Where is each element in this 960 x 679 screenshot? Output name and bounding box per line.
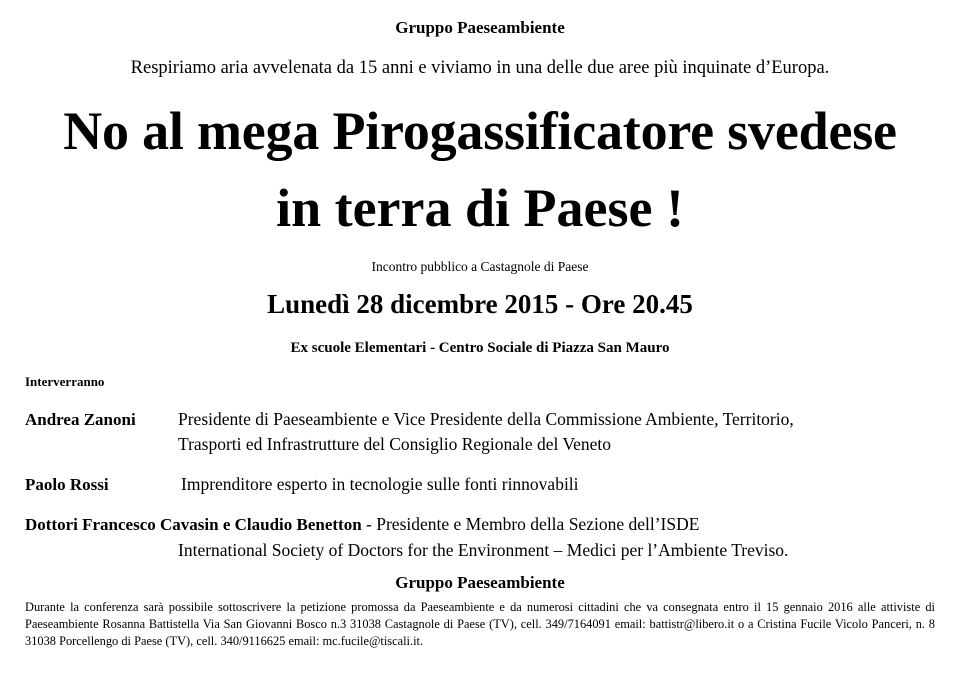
footer-petition-text: Durante la conferenza sarà possibile sottoscrivere la petizione promossa da Paeseambiente e da numerosi cittadini che va consegnata entro il 15 gennaio 2016 alle attiviste di Paeseambiente Rosanna Battistella Via San Giovanni Bosco n.3 31038 Castagnole di Paese (TV), cell. 349/7164091 email: battistr@libero.it o a Cristina Fucile Vicolo Panceri, n. 8 31038 Porcellengo di Paese (TV), cell. 340/9116625 email: mc.fucile@tiscali.it. (25, 600, 935, 648)
subtitle: Respiriamo aria avvelenata da 15 anni e viviamo in una delle due aree più inquinate d’Europa. (130, 58, 830, 78)
group-name-bottom: Gruppo Paeseambiente (395, 573, 565, 592)
speaker-name: Andrea Zanoni (25, 410, 136, 429)
event-venue: Ex scuole Elementari - Centro Sociale di Piazza San Mauro (290, 340, 670, 356)
speaker-description: International Society of Doctors for the Environment – Medici per l’Ambiente Treviso. (178, 540, 789, 560)
speaker-name: Dottori Francesco Cavasin e Claudio Benetton (25, 515, 362, 534)
headline-line-2: in terra di Paese ! (276, 178, 684, 238)
headline-line-1: No al mega Pirogassificatore svedese (63, 101, 897, 161)
group-name-top: Gruppo Paeseambiente (395, 18, 565, 37)
speaker-name: Paolo Rossi (25, 475, 109, 494)
speaker-description: Imprenditore esperto in tecnologie sulle fonti rinnovabili (181, 474, 579, 494)
speaker-description: - Presidente e Membro della Sezione dell’ISDE (361, 514, 700, 534)
meeting-label: Incontro pubblico a Castagnole di Paese (371, 259, 589, 274)
event-date-time: Lunedì 28 dicembre 2015 - Ore 20.45 (267, 289, 693, 319)
speakers-heading: Interverranno (25, 374, 105, 389)
speaker-entry (25, 514, 699, 535)
speaker-description: Trasporti ed Infrastrutture del Consiglio Regionale del Veneto (178, 434, 612, 454)
speaker-description: Presidente di Paeseambiente e Vice Presidente della Commissione Ambiente, Territorio, (178, 409, 794, 429)
